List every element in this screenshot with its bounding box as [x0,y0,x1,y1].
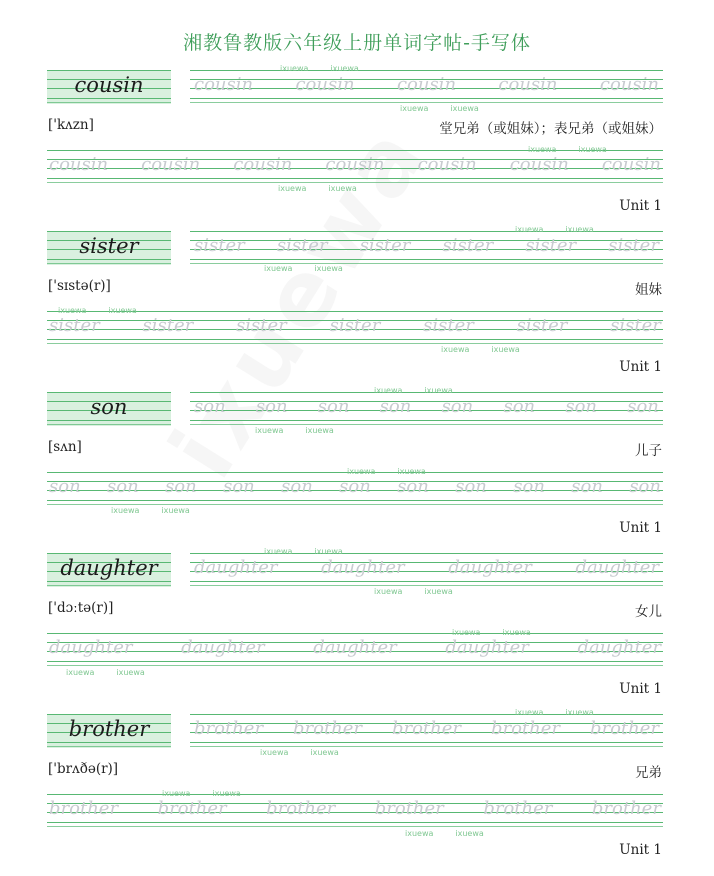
guide-line [47,343,663,344]
vocab-word: cousin [74,73,144,97]
guide-line [47,420,171,421]
word-entry-brother [0,714,714,876]
guide-line [47,98,171,99]
trace-word: son [503,396,536,417]
watermark-text: ixuewa [491,345,520,354]
trace-word: cousin [194,74,254,95]
watermark-text: ixuewa [255,426,284,435]
meaning: 姐妹 [635,282,662,298]
guide-line [47,826,663,827]
trace-word: brother [49,798,119,819]
watermark-text: ixuewa [515,225,544,234]
trace-word: sister [329,315,381,336]
watermark-text: ixuewa [58,306,87,315]
guide-line [47,500,663,501]
trace-word: sister [49,315,100,336]
trace-word: brother [292,718,363,739]
trace-word: son [194,396,226,417]
guide-line [47,581,171,582]
guide-line [47,661,663,662]
watermark-text: ixuewa [310,748,339,757]
trace-word: son [629,476,661,497]
small-watermark [260,748,361,757]
trace-word: brother [157,798,227,819]
guide-line [47,714,171,715]
guide-line [47,424,171,425]
trace-word: son [565,396,598,417]
trace-word: sister [276,235,328,256]
watermark-text: ixuewa [278,184,307,193]
guide-line [190,581,663,582]
trace-row [194,397,659,417]
trace-word: cousin [509,154,569,175]
meaning: 兄弟 [635,765,662,781]
trace-word: brother [591,798,661,819]
small-watermark [280,64,381,73]
meaning: 女儿 [635,604,662,620]
trace-row [49,638,661,658]
vocab-word: brother [68,717,150,741]
guide-line [47,339,663,340]
trace-row [49,799,661,819]
guide-line [47,263,171,264]
trace-word: sister [610,315,661,336]
trace-word: son [627,396,659,417]
trace-word: brother [194,718,264,739]
trace-word: son [223,476,255,497]
small-watermark [111,506,212,515]
watermark-text: ixuewa [314,264,343,273]
guide-line [190,424,663,425]
watermark-text: ixuewa [424,386,453,395]
unit-label: Unit 1 [619,681,662,697]
guide-line [47,102,171,103]
trace-word: daughter [445,637,529,658]
watermark-text: ixuewa [108,306,137,315]
guide-line [47,633,663,634]
guide-line [190,263,663,264]
watermark-text: ixuewa [305,426,334,435]
trace-word: daughter [49,637,133,658]
meaning: 儿子 [635,443,662,459]
watermark-text: ixuewa [111,506,140,515]
trace-word: daughter [313,637,397,658]
trace-word: cousin [295,74,355,95]
guide-line [190,70,663,71]
guide-line [47,794,663,795]
guide-line [47,504,663,505]
watermark-text: ixuewa [66,668,95,677]
guide-line [47,392,171,393]
watermark-text: ixuewa [280,64,309,73]
trace-word: sister [236,315,287,336]
watermark-text: ixuewa [452,628,481,637]
trace-row [194,719,659,739]
trace-word: cousin [599,74,659,95]
trace-word: daughter [448,557,532,578]
watermark-text: ixuewa [330,64,359,73]
watermark-text: ixuewa [565,225,594,234]
trace-word: brother [391,718,462,739]
small-watermark [347,467,448,476]
small-watermark [264,547,365,556]
watermark-text: ixuewa [328,184,357,193]
trace-row [194,236,659,256]
guide-line [47,231,171,232]
guide-line [47,746,171,747]
vocab-word: son [90,395,128,419]
watermark-text: ixuewa [450,104,479,113]
trace-word: son [317,396,350,417]
phonetic: ['sɪstə(r)] [48,278,111,294]
page-title: 湘教鲁教版六年级上册单词字帖-手写体 [183,32,531,54]
trace-word: sister [194,235,245,256]
watermark-text: ixuewa [116,668,145,677]
trace-word: daughter [321,557,405,578]
phonetic: ['brʌðə(r)] [48,761,119,777]
watermark-text: ixuewa [405,829,434,838]
trace-word: daughter [181,637,265,658]
trace-row [194,75,659,95]
trace-word: cousin [601,154,661,175]
watermark-text: ixuewa [162,789,191,798]
trace-word: cousin [141,154,201,175]
guide-line [190,746,663,747]
unit-label: Unit 1 [619,359,662,375]
watermark-text: ixuewa [212,789,241,798]
trace-word: son [397,476,429,497]
trace-row [49,155,661,175]
meaning: 堂兄弟（或姐妹）；表兄弟（或姐妹） [439,121,662,137]
small-watermark [515,708,616,717]
small-watermark [405,829,506,838]
guide-line [47,553,171,554]
small-watermark [162,789,263,798]
watermark-text: ixuewa [374,587,403,596]
guide-line [190,585,663,586]
vocab-word: sister [79,234,139,258]
small-watermark [374,386,475,395]
trace-word: brother [490,718,560,739]
trace-word: son [455,476,487,497]
small-watermark [374,587,475,596]
guide-line [47,182,663,183]
trace-word: cousin [233,154,293,175]
phonetic: [sʌn] [48,439,82,455]
guide-line [190,102,663,103]
trace-word: brother [266,798,336,819]
trace-word: son [571,476,603,497]
trace-word: son [339,476,371,497]
trace-word: cousin [417,154,477,175]
trace-word: sister [423,315,474,336]
vocab-word: daughter [60,556,158,580]
watermark-text: ixuewa [502,628,531,637]
watermark-text: ixuewa [565,708,594,717]
guide-line [47,585,171,586]
trace-word: son [49,476,81,497]
guide-line [190,742,663,743]
trace-word: son [513,476,545,497]
watermark-text: ixuewa [424,587,453,596]
trace-word: cousin [498,74,558,95]
guide-line [190,420,663,421]
small-watermark [528,145,629,154]
watermark-text: ixuewa [314,547,343,556]
unit-label: Unit 1 [619,520,662,536]
watermark-text: ixuewa [578,145,607,154]
trace-word: cousin [49,154,109,175]
guide-line [190,98,663,99]
trace-word: sister [359,235,411,256]
watermark-text: ixuewa [161,506,190,515]
trace-word: brother [483,798,553,819]
small-watermark [400,104,501,113]
trace-word: daughter [194,557,278,578]
small-watermark [255,426,356,435]
guide-line [47,259,171,260]
phonetic: ['dɔːtə(r)] [48,600,114,616]
trace-word: son [255,396,288,417]
trace-row [49,477,661,497]
guide-line [47,178,663,179]
guide-line [190,259,663,260]
small-watermark [66,668,167,677]
guide-line [47,665,663,666]
trace-word: cousin [396,74,457,95]
small-watermark [441,345,542,354]
watermark-text: ixuewa [455,829,484,838]
trace-word: sister [442,235,494,256]
trace-word: cousin [325,154,385,175]
unit-label: Unit 1 [619,198,662,214]
watermark-text: ixuewa [400,104,429,113]
small-watermark [58,306,159,315]
guide-line [190,553,663,554]
guide-line [47,70,171,71]
small-watermark [515,225,616,234]
watermark-text: ixuewa [347,467,376,476]
small-watermark [278,184,379,193]
word-entry-daughter [0,553,714,715]
trace-word: son [379,396,412,417]
small-watermark [264,264,365,273]
guide-line [47,742,171,743]
trace-word: sister [525,235,577,256]
trace-word: brother [589,718,659,739]
watermark-text: ixuewa [528,145,557,154]
trace-word: son [107,476,139,497]
trace-row [49,316,661,336]
trace-row [194,558,659,578]
guide-line [47,822,663,823]
trace-word: son [165,476,197,497]
trace-word: sister [608,235,659,256]
phonetic: ['kʌzn] [48,117,94,133]
watermark-text: ixuewa [264,264,293,273]
trace-word: daughter [575,557,659,578]
unit-label: Unit 1 [619,842,662,858]
trace-word: daughter [577,637,661,658]
trace-word: sister [516,315,568,336]
watermark-text: ixuewa [264,547,293,556]
watermark-text: ixuewa [260,748,289,757]
watermark-text: ixuewa [441,345,470,354]
trace-word: brother [374,798,444,819]
trace-word: son [441,396,474,417]
watermark-text: ixuewa [397,467,426,476]
watermark-text: ixuewa [374,386,403,395]
watermark-text: ixuewa [515,708,544,717]
trace-word: sister [142,315,194,336]
trace-word: son [281,476,313,497]
small-watermark [452,628,553,637]
